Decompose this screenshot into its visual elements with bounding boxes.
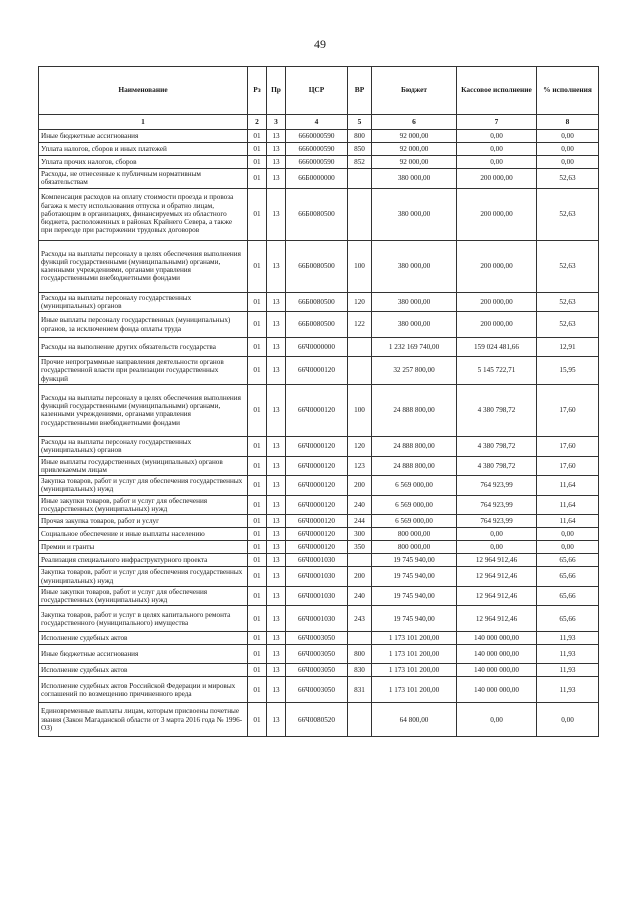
row-vr: 122 xyxy=(348,312,372,338)
row-budget: 1 173 101 200,00 xyxy=(372,645,457,664)
row-percent: 11,64 xyxy=(537,515,599,528)
row-vr: 300 xyxy=(348,528,372,541)
row-budget: 24 888 800,00 xyxy=(372,436,457,456)
row-name: Расходы на выполнение других обязательств государства xyxy=(39,338,248,357)
row-vr: 240 xyxy=(348,495,372,515)
row-vr: 850 xyxy=(348,143,372,156)
row-vr: 120 xyxy=(348,292,372,312)
column-number: 1 xyxy=(39,115,248,130)
table-row xyxy=(39,554,599,567)
row-pr: 13 xyxy=(267,495,286,515)
row-percent: 52,63 xyxy=(537,312,599,338)
row-csr: 66Ч0003050 xyxy=(286,632,348,645)
row-percent: 11,64 xyxy=(537,476,599,496)
row-budget: 92 000,00 xyxy=(372,130,457,143)
row-vr xyxy=(348,338,372,357)
row-name: Единовременные выплаты лицам, которым присвоены почетные звания (Закон Магаданской области от 3 марта 2016 года № 1996-ОЗ) xyxy=(39,703,248,737)
row-csr: 66Ч0000000 xyxy=(286,338,348,357)
row-csr: 66Б0000000 xyxy=(286,169,348,189)
row-budget: 92 000,00 xyxy=(372,143,457,156)
row-percent: 65,66 xyxy=(537,606,599,632)
row-execution: 4 380 798,72 xyxy=(457,384,537,436)
row-rz: 01 xyxy=(248,664,267,677)
row-csr: 66Ч0001030 xyxy=(286,586,348,606)
row-vr xyxy=(348,169,372,189)
row-rz: 01 xyxy=(248,677,267,703)
row-name: Иные бюджетные ассигнования xyxy=(39,130,248,143)
header-vr: ВР xyxy=(348,67,372,115)
table-row xyxy=(39,130,599,143)
table-row xyxy=(39,456,599,476)
row-percent: 17,60 xyxy=(537,456,599,476)
row-rz: 01 xyxy=(248,292,267,312)
column-number: 3 xyxy=(267,115,286,130)
row-vr xyxy=(348,188,372,240)
row-rz: 01 xyxy=(248,495,267,515)
row-name: Премии и гранты xyxy=(39,541,248,554)
table-row xyxy=(39,703,599,737)
row-name: Иные выплаты государственных (муниципальных) органов привлекаемым лицам xyxy=(39,456,248,476)
row-csr: 66Ч0000120 xyxy=(286,541,348,554)
row-budget: 1 173 101 200,00 xyxy=(372,664,457,677)
row-csr: 66Ч0000120 xyxy=(286,528,348,541)
row-budget: 6 569 000,00 xyxy=(372,515,457,528)
row-budget: 380 000,00 xyxy=(372,188,457,240)
row-csr: 66Б0080500 xyxy=(286,188,348,240)
row-csr: 6660000590 xyxy=(286,156,348,169)
row-pr: 13 xyxy=(267,703,286,737)
row-rz: 01 xyxy=(248,632,267,645)
row-percent: 65,66 xyxy=(537,554,599,567)
row-csr: 66Б0080500 xyxy=(286,312,348,338)
row-csr: 66Ч0003050 xyxy=(286,664,348,677)
column-number: 7 xyxy=(457,115,537,130)
row-rz: 01 xyxy=(248,240,267,292)
row-pr: 13 xyxy=(267,188,286,240)
row-vr: 350 xyxy=(348,541,372,554)
column-number: 6 xyxy=(372,115,457,130)
row-rz: 01 xyxy=(248,476,267,496)
row-execution: 159 024 481,66 xyxy=(457,338,537,357)
row-vr xyxy=(348,632,372,645)
row-percent: 17,60 xyxy=(537,436,599,456)
row-rz: 01 xyxy=(248,156,267,169)
row-percent: 65,66 xyxy=(537,586,599,606)
row-pr: 13 xyxy=(267,645,286,664)
row-percent: 0,00 xyxy=(537,156,599,169)
row-vr xyxy=(348,703,372,737)
table-row xyxy=(39,645,599,664)
table-row xyxy=(39,677,599,703)
row-name: Компенсация расходов на оплату стоимости проезда и провоза багажа к месту использования отпуска и обратно лицам, работающим в организациях, финансируемых из областного бюджета, расположенных в районах Крайнего Севера, а также при переезде при расторжении трудовых договоров xyxy=(39,188,248,240)
header-budget: Бюджет xyxy=(372,67,457,115)
table-row xyxy=(39,156,599,169)
row-execution: 12 964 912,46 xyxy=(457,586,537,606)
table-row xyxy=(39,606,599,632)
row-pr: 13 xyxy=(267,456,286,476)
row-vr: 831 xyxy=(348,677,372,703)
column-number: 5 xyxy=(348,115,372,130)
header-name: Наименование xyxy=(39,67,248,115)
row-rz: 01 xyxy=(248,703,267,737)
row-pr: 13 xyxy=(267,436,286,456)
row-vr xyxy=(348,357,372,385)
row-vr: 244 xyxy=(348,515,372,528)
row-budget: 92 000,00 xyxy=(372,156,457,169)
row-pr: 13 xyxy=(267,384,286,436)
row-pr: 13 xyxy=(267,169,286,189)
row-execution: 140 000 000,00 xyxy=(457,664,537,677)
table-row xyxy=(39,169,599,189)
row-name: Расходы, не отнесенные к публичным нормативным обязательствам xyxy=(39,169,248,189)
budget-execution-table xyxy=(38,66,599,737)
row-execution: 140 000 000,00 xyxy=(457,645,537,664)
row-rz: 01 xyxy=(248,169,267,189)
row-vr: 243 xyxy=(348,606,372,632)
row-csr: 66Ч0003050 xyxy=(286,677,348,703)
row-budget: 19 745 940,00 xyxy=(372,554,457,567)
row-budget: 24 888 800,00 xyxy=(372,456,457,476)
row-percent: 11,64 xyxy=(537,495,599,515)
table-row xyxy=(39,384,599,436)
row-rz: 01 xyxy=(248,541,267,554)
table-row xyxy=(39,188,599,240)
row-budget: 1 232 169 740,00 xyxy=(372,338,457,357)
row-execution: 200 000,00 xyxy=(457,188,537,240)
row-pr: 13 xyxy=(267,476,286,496)
row-csr: 66Ч0000120 xyxy=(286,515,348,528)
table-row xyxy=(39,312,599,338)
row-execution: 140 000 000,00 xyxy=(457,677,537,703)
row-name: Исполнение судебных актов xyxy=(39,632,248,645)
row-rz: 01 xyxy=(248,528,267,541)
table-row xyxy=(39,436,599,456)
row-execution: 764 923,99 xyxy=(457,476,537,496)
row-pr: 13 xyxy=(267,515,286,528)
row-name: Иные бюджетные ассигнования xyxy=(39,645,248,664)
row-percent: 52,63 xyxy=(537,188,599,240)
row-pr: 13 xyxy=(267,130,286,143)
table-row xyxy=(39,292,599,312)
row-budget: 1 173 101 200,00 xyxy=(372,677,457,703)
row-execution: 0,00 xyxy=(457,703,537,737)
row-execution: 0,00 xyxy=(457,156,537,169)
table-row xyxy=(39,586,599,606)
row-csr: 66Ч0001030 xyxy=(286,567,348,587)
row-execution: 4 380 798,72 xyxy=(457,436,537,456)
row-rz: 01 xyxy=(248,456,267,476)
row-rz: 01 xyxy=(248,338,267,357)
row-vr: 123 xyxy=(348,456,372,476)
row-execution: 5 145 722,71 xyxy=(457,357,537,385)
row-rz: 01 xyxy=(248,130,267,143)
row-name: Уплата прочих налогов, сборов xyxy=(39,156,248,169)
row-csr: 66Б0080500 xyxy=(286,240,348,292)
row-pr: 13 xyxy=(267,338,286,357)
row-name: Расходы на выплаты персоналу государственных (муниципальных) органов xyxy=(39,292,248,312)
row-vr: 200 xyxy=(348,476,372,496)
row-percent: 11,93 xyxy=(537,645,599,664)
row-execution: 12 964 912,46 xyxy=(457,606,537,632)
row-budget: 19 745 940,00 xyxy=(372,586,457,606)
row-csr: 66Ч0003050 xyxy=(286,645,348,664)
table-row xyxy=(39,143,599,156)
row-rz: 01 xyxy=(248,515,267,528)
row-vr: 200 xyxy=(348,567,372,587)
row-name: Прочая закупка товаров, работ и услуг xyxy=(39,515,248,528)
row-pr: 13 xyxy=(267,240,286,292)
row-vr: 100 xyxy=(348,384,372,436)
row-budget: 800 000,00 xyxy=(372,528,457,541)
row-execution: 200 000,00 xyxy=(457,292,537,312)
row-vr: 800 xyxy=(348,130,372,143)
row-pr: 13 xyxy=(267,554,286,567)
table-row xyxy=(39,664,599,677)
row-name: Расходы на выплаты персоналу в целях обеспечения выполнения функций государственными (муниципальными) органами, казенными учреждениями, органами управления государственными внебюджетными фондами xyxy=(39,384,248,436)
row-execution: 140 000 000,00 xyxy=(457,632,537,645)
row-budget: 1 173 101 200,00 xyxy=(372,632,457,645)
header-csr: ЦСР xyxy=(286,67,348,115)
row-budget: 380 000,00 xyxy=(372,292,457,312)
row-rz: 01 xyxy=(248,554,267,567)
row-percent: 0,00 xyxy=(537,528,599,541)
row-name: Социальное обеспечение и иные выплаты населению xyxy=(39,528,248,541)
row-name: Расходы на выплаты персоналу государственных (муниципальных) органов xyxy=(39,436,248,456)
row-name: Исполнение судебных актов xyxy=(39,664,248,677)
row-execution: 0,00 xyxy=(457,143,537,156)
row-execution: 200 000,00 xyxy=(457,240,537,292)
row-name: Иные выплаты персоналу государственных (муниципальных) органов, за исключением фонда оплаты труда xyxy=(39,312,248,338)
row-name: Расходы на выплаты персоналу в целях обеспечения выполнения функций государственными (муниципальными) органами, казенными учреждениями, органами управления государственными внебюджетными фондами xyxy=(39,240,248,292)
row-vr: 120 xyxy=(348,436,372,456)
table-row xyxy=(39,515,599,528)
table-row xyxy=(39,357,599,385)
row-vr: 852 xyxy=(348,156,372,169)
row-pr: 13 xyxy=(267,143,286,156)
row-execution: 0,00 xyxy=(457,528,537,541)
row-name: Реализация специального инфраструктурного проекта xyxy=(39,554,248,567)
row-pr: 13 xyxy=(267,312,286,338)
row-percent: 0,00 xyxy=(537,143,599,156)
header-rz: Рз xyxy=(248,67,267,115)
row-pr: 13 xyxy=(267,528,286,541)
row-budget: 6 569 000,00 xyxy=(372,495,457,515)
row-name: Закупка товаров, работ и услуг для обеспечения государственных (муниципальных) нужд xyxy=(39,567,248,587)
row-csr: 66Ч0000120 xyxy=(286,476,348,496)
row-name: Прочие непрограммные направления деятельности органов государственной власти при реализации государственных функций xyxy=(39,357,248,385)
row-budget: 64 800,00 xyxy=(372,703,457,737)
row-pr: 13 xyxy=(267,586,286,606)
row-budget: 6 569 000,00 xyxy=(372,476,457,496)
page-number: 49 xyxy=(314,37,326,51)
row-pr: 13 xyxy=(267,292,286,312)
row-csr: 6660000590 xyxy=(286,130,348,143)
table-row xyxy=(39,541,599,554)
row-percent: 65,66 xyxy=(537,567,599,587)
row-pr: 13 xyxy=(267,567,286,587)
row-csr: 66Ч0000120 xyxy=(286,384,348,436)
row-pr: 13 xyxy=(267,664,286,677)
row-rz: 01 xyxy=(248,384,267,436)
row-percent: 52,63 xyxy=(537,169,599,189)
row-name: Иные закупки товаров, работ и услуг для обеспечения государственных (муниципальных) нужд xyxy=(39,495,248,515)
table-row xyxy=(39,528,599,541)
row-execution: 0,00 xyxy=(457,541,537,554)
row-csr: 66Ч0000120 xyxy=(286,495,348,515)
row-vr: 800 xyxy=(348,645,372,664)
row-name: Закупка товаров, работ и услуг в целях капитального ремонта государственного (муниципального) имущества xyxy=(39,606,248,632)
row-percent: 52,63 xyxy=(537,240,599,292)
row-percent: 11,93 xyxy=(537,664,599,677)
header-pr: Пр xyxy=(267,67,286,115)
column-number: 8 xyxy=(537,115,599,130)
row-percent: 17,60 xyxy=(537,384,599,436)
row-name: Закупка товаров, работ и услуг для обеспечения государственных (муниципальных) нужд xyxy=(39,476,248,496)
row-execution: 200 000,00 xyxy=(457,169,537,189)
row-execution: 764 923,99 xyxy=(457,515,537,528)
row-pr: 13 xyxy=(267,606,286,632)
row-name: Исполнение судебных актов Российской Федерации и мировых соглашений по возмещению причиненного вреда xyxy=(39,677,248,703)
row-csr: 66Ч0080520 xyxy=(286,703,348,737)
row-vr: 240 xyxy=(348,586,372,606)
row-csr: 6660000590 xyxy=(286,143,348,156)
row-csr: 66Ч0001030 xyxy=(286,606,348,632)
row-execution: 200 000,00 xyxy=(457,312,537,338)
row-percent: 15,95 xyxy=(537,357,599,385)
row-vr xyxy=(348,554,372,567)
row-rz: 01 xyxy=(248,586,267,606)
row-budget: 19 745 940,00 xyxy=(372,606,457,632)
row-pr: 13 xyxy=(267,156,286,169)
row-percent: 52,63 xyxy=(537,292,599,312)
row-budget: 19 745 940,00 xyxy=(372,567,457,587)
row-rz: 01 xyxy=(248,188,267,240)
row-percent: 12,91 xyxy=(537,338,599,357)
row-csr: 66Ч0000120 xyxy=(286,357,348,385)
header-percent: % исполнения xyxy=(537,67,599,115)
row-pr: 13 xyxy=(267,632,286,645)
row-percent: 0,00 xyxy=(537,703,599,737)
table-row xyxy=(39,240,599,292)
row-budget: 32 257 800,00 xyxy=(372,357,457,385)
row-execution: 0,00 xyxy=(457,130,537,143)
column-number: 4 xyxy=(286,115,348,130)
row-percent: 0,00 xyxy=(537,541,599,554)
table-row xyxy=(39,476,599,496)
row-budget: 380 000,00 xyxy=(372,169,457,189)
row-budget: 800 000,00 xyxy=(372,541,457,554)
row-percent: 0,00 xyxy=(537,130,599,143)
row-execution: 12 964 912,46 xyxy=(457,554,537,567)
row-csr: 66Ч0000120 xyxy=(286,436,348,456)
row-execution: 4 380 798,72 xyxy=(457,456,537,476)
row-budget: 380 000,00 xyxy=(372,240,457,292)
row-csr: 66Ч0001030 xyxy=(286,554,348,567)
column-number: 2 xyxy=(248,115,267,130)
row-csr: 66Ч0000120 xyxy=(286,456,348,476)
row-name: Уплата налогов, сборов и иных платежей xyxy=(39,143,248,156)
row-pr: 13 xyxy=(267,357,286,385)
row-execution: 12 964 912,46 xyxy=(457,567,537,587)
row-vr: 830 xyxy=(348,664,372,677)
row-percent: 11,93 xyxy=(537,677,599,703)
table-row xyxy=(39,495,599,515)
row-budget: 24 888 800,00 xyxy=(372,384,457,436)
row-rz: 01 xyxy=(248,357,267,385)
table-row xyxy=(39,567,599,587)
row-rz: 01 xyxy=(248,567,267,587)
table-row xyxy=(39,632,599,645)
row-pr: 13 xyxy=(267,677,286,703)
row-rz: 01 xyxy=(248,143,267,156)
row-rz: 01 xyxy=(248,436,267,456)
row-csr: 66Б0080500 xyxy=(286,292,348,312)
row-pr: 13 xyxy=(267,541,286,554)
header-execution: Кассовое исполнение xyxy=(457,67,537,115)
row-vr: 100 xyxy=(348,240,372,292)
row-name: Иные закупки товаров, работ и услуг для обеспечения государственных (муниципальных) нужд xyxy=(39,586,248,606)
row-percent: 11,93 xyxy=(537,632,599,645)
row-execution: 764 923,99 xyxy=(457,495,537,515)
row-budget: 380 000,00 xyxy=(372,312,457,338)
row-rz: 01 xyxy=(248,312,267,338)
row-rz: 01 xyxy=(248,606,267,632)
row-rz: 01 xyxy=(248,645,267,664)
table-row xyxy=(39,338,599,357)
